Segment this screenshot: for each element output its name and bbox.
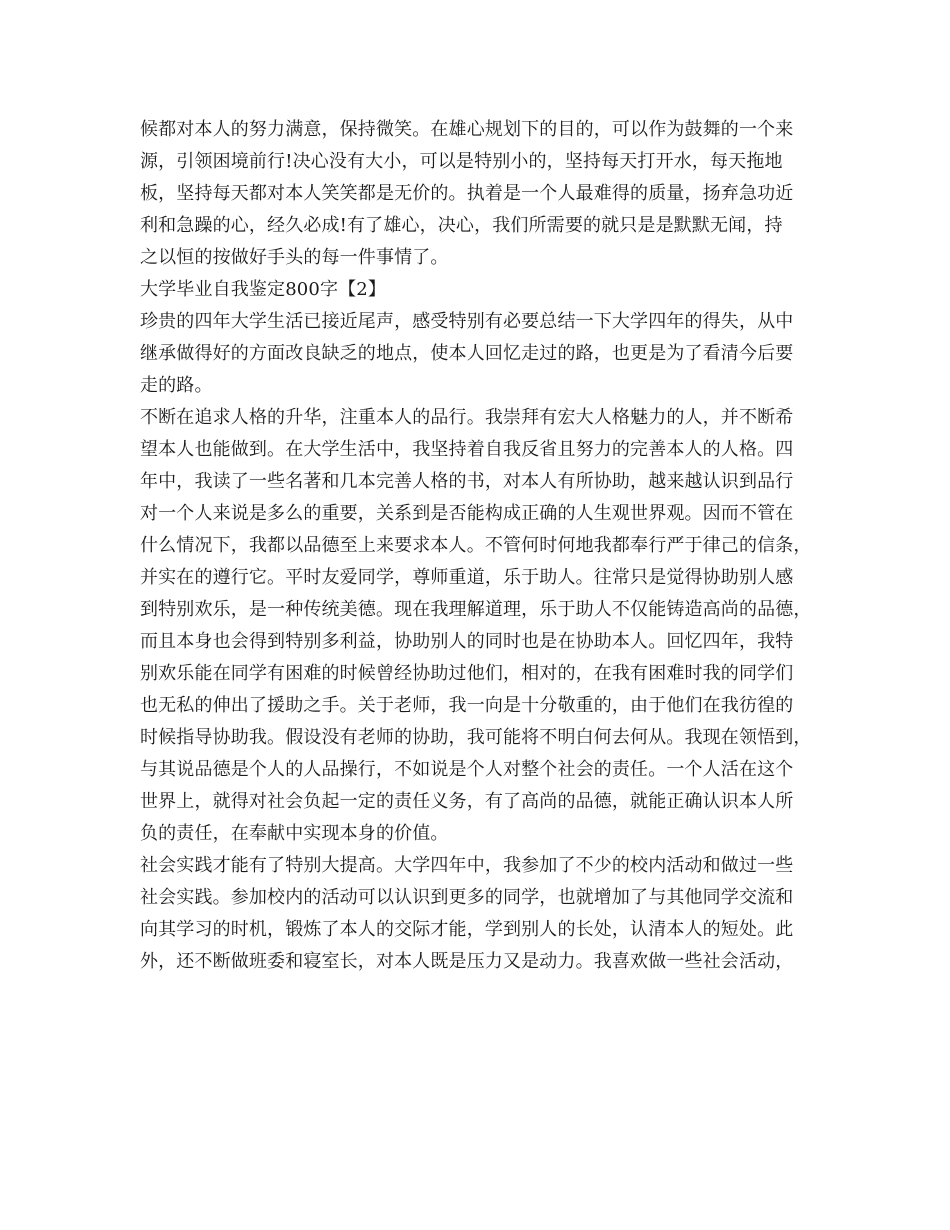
text-line: 继承做得好的方面改良缺乏的地点，使本人回忆走过的路，也更是为了看清今后要: [140, 343, 794, 364]
text-line: 世界上，就得对社会负起一定的责任义务，有了高尚的品德，就能正确认识本人所: [140, 791, 794, 812]
text-line: 时候指导协助我。假设没有老师的协助，我可能将不明白何去何从。我现在领悟到，: [140, 727, 812, 748]
text-line: 年中，我读了一些名著和几本完善人格的书，对本人有所协助，越来越认识到品行: [140, 471, 794, 492]
text-line: 候都对本人的努力满意，保持微笑。在雄心规划下的目的，可以作为鼓舞的一个来: [140, 119, 794, 140]
text-line: 珍贵的四年大学生活已接近尾声，感受特别有必要总结一下大学四年的得失，从中: [140, 311, 794, 332]
text-line: 与其说品德是个人的人品操行，不如说是个人对整个社会的责任。一个人活在这个: [140, 759, 794, 780]
text-line: 什么情况下，我都以品德至上来要求本人。不管何时何地我都奉行严于律己的信条，: [140, 535, 812, 556]
text-line: 并实在的遵行它。平时友爱同学，尊师重道，乐于助人。往常只是觉得协助别人感: [140, 567, 794, 588]
text-line: 板，坚持每天都对本人笑笑都是无价的。执着是一个人最难得的质量，扬弃急功近: [140, 183, 794, 204]
text-line: 源，引领困境前行!决心没有大小，可以是特别小的，坚持每天打开水，每天拖地: [140, 151, 783, 172]
text-line: 之以恒的按做好手头的每一件事情了。: [140, 247, 449, 268]
text-line: 负的责任，在奉献中实现本身的价值。: [140, 823, 449, 844]
text-line: 外，还不断做班委和寝室长，对本人既是压力又是动力。我喜欢做一些社会活动，: [140, 951, 794, 972]
text-line: 对一个人来说是多么的重要，关系到是否能构成正确的人生观世界观。因而不管在: [140, 503, 794, 524]
text-line: 到特别欢乐，是一种传统美德。现在我理解道理，乐于助人不仅能铸造高尚的品德，: [140, 599, 812, 620]
text-line: 走的路。: [140, 375, 213, 396]
text-line: 别欢乐能在同学有困难的时候曾经协助过他们，相对的，在我有困难时我的同学们: [140, 663, 794, 684]
text-line: 也无私的伸出了援助之手。关于老师，我一向是十分敬重的，由于他们在我彷徨的: [140, 695, 794, 716]
text-line: 不断在追求人格的升华，注重本人的品行。我崇拜有宏大人格魅力的人，并不断希: [140, 407, 794, 428]
text-line: 利和急躁的心，经久必成!有了雄心，决心，我们所需要的就只是是默默无闻，持: [140, 215, 783, 236]
text-line: 向其学习的时机，锻炼了本人的交际才能，学到别人的长处，认清本人的短处。此: [140, 919, 794, 940]
text-line: 望本人也能做到。在大学生活中，我坚持着自我反省且努力的完善本人的人格。四: [140, 439, 794, 460]
section-heading: 大学毕业自我鉴定800字【2】: [140, 279, 387, 300]
document-body: [140, 114, 812, 978]
text-line: 社会实践才能有了特别大提高。大学四年中，我参加了不少的校内活动和做过一些: [140, 855, 794, 876]
text-line: 社会实践。参加校内的活动可以认识到更多的同学，也就增加了与其他同学交流和: [140, 887, 794, 908]
text-line: 而且本身也会得到特别多利益，协助别人的同时也是在协助本人。回忆四年，我特: [140, 631, 794, 652]
